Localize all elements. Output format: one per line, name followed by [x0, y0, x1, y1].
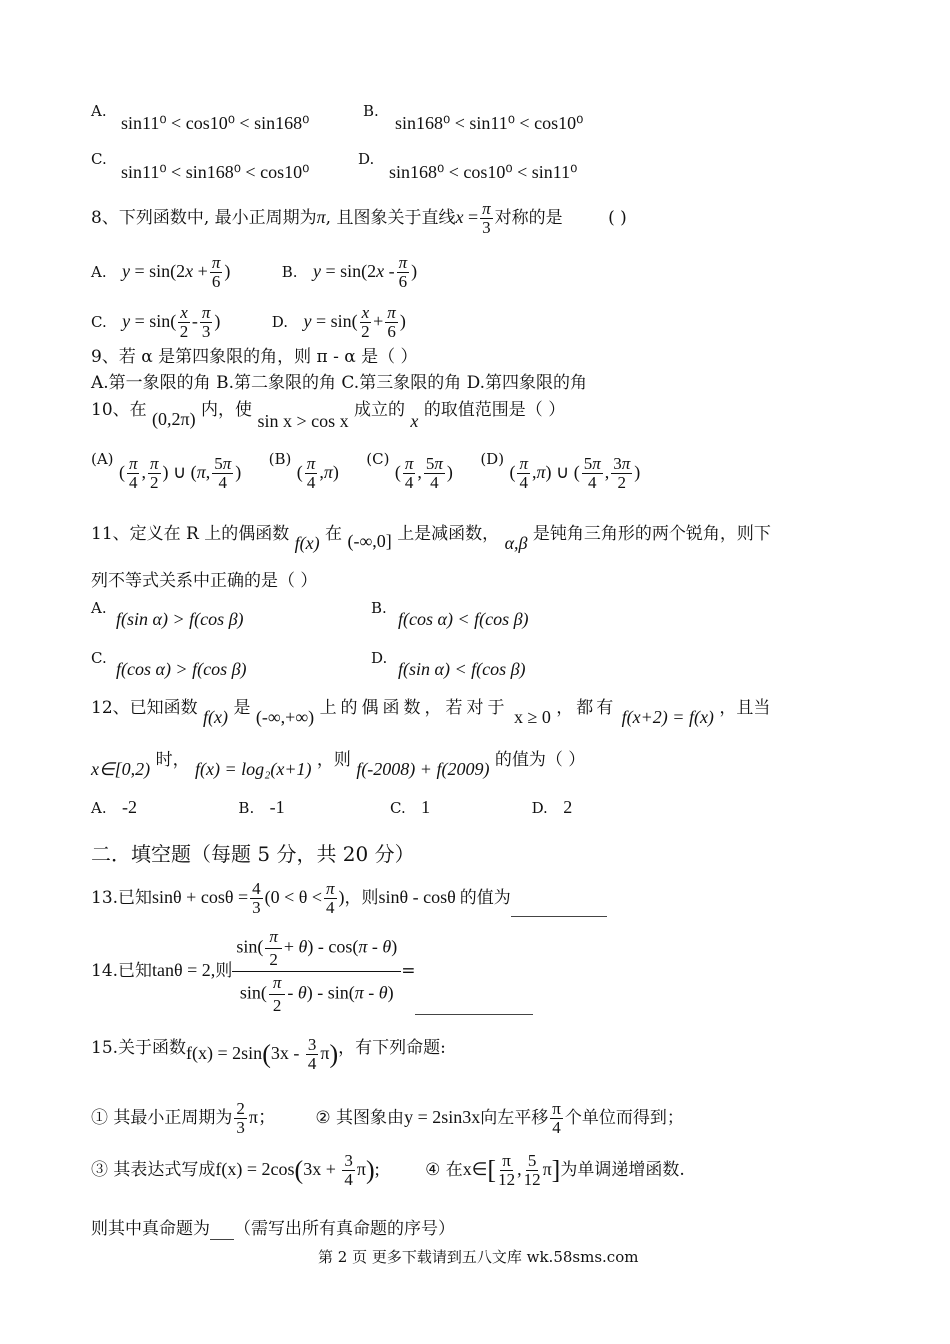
q15-p4-a: ④ 在: [425, 1160, 463, 1180]
q11-stem-c: 上是减函数，: [397, 524, 500, 544]
q12-cond: x ≥ 0: [513, 707, 551, 727]
q10-d-label: (D): [480, 450, 505, 468]
q12-stem-g: ，则: [316, 750, 351, 770]
q11-fx: f(x): [294, 533, 320, 553]
q12-stem-h: 的值为（ ）: [494, 750, 586, 770]
q13-stem-b: ，则: [344, 888, 379, 908]
q15-p1-a: ① 其最小正周期为: [91, 1108, 233, 1128]
q12-c-val: 1: [421, 797, 431, 817]
q12-b-val: -1: [269, 797, 285, 817]
q13-expr-d: sinθ - cosθ: [378, 887, 456, 907]
q12-stem-d: ，都有: [556, 698, 617, 718]
section-2-title: 二．填空题（每题 5 分，共 20 分）: [91, 842, 415, 866]
q10-stem-a: 10、在: [91, 400, 147, 420]
q12-stem-a: 12、已知函数: [91, 698, 198, 718]
q12-stem-b: 是: [233, 698, 251, 718]
q11-stem: [91, 522, 771, 553]
q8-c-label: C.: [91, 313, 107, 331]
q10-stem-b: 内，使: [201, 400, 253, 420]
q12-stem-f: 时，: [155, 750, 190, 770]
q12-stem-2: [91, 748, 586, 779]
q12-interval: (-∞,+∞): [255, 707, 315, 727]
q9-options: A.第一象限的角 B.第二象限的角 C.第三象限的角 D.第四象限的角: [91, 373, 588, 393]
q12-stem-e: ，且当: [719, 698, 771, 718]
q7-b-label: B.: [363, 102, 379, 120]
q12-fx: f(x): [203, 707, 229, 727]
q12-a-label: A.: [91, 799, 107, 817]
q15-p2-c: 个单位而得到；: [564, 1108, 684, 1128]
q8-a-label: A.: [91, 263, 107, 281]
q14-stem-b: 则: [215, 961, 233, 981]
q8-stem-b: , 且图象关于直线: [325, 208, 456, 228]
q14-answer-blank[interactable]: [415, 996, 533, 1015]
q10-a-label: (A): [91, 450, 114, 468]
q8-stem: 8、下列函数中, 最小正周期为π, 且图象关于直线x = $\frac{\pi}{3}$ 对称的是 ( ): [91, 199, 627, 237]
q11-stem-e: 列不等式关系中正确的是（ ）: [91, 571, 318, 591]
q12-b-label: B.: [238, 799, 255, 817]
q11-stem-a: 11、定义在 R 上的偶函数: [91, 524, 290, 544]
q10-interval: (0,2π): [152, 409, 196, 429]
q8-stem-c: 对称的是: [494, 208, 563, 228]
q10-stem: [91, 398, 566, 431]
q13-expr-b: (0 < θ <: [264, 887, 323, 907]
q11-a-label: A.: [91, 599, 107, 617]
q15-stem-a: 15.关于函数: [91, 1038, 187, 1058]
q11-d-expr: f(sin α) < f(cos β): [398, 659, 526, 679]
q10-cond: sin x > cos x: [257, 411, 349, 431]
q15-fdef: f(x) = 2sin: [186, 1043, 263, 1063]
q12-def: f(x) = log₂(x+1): [194, 759, 312, 779]
q8-options-ab: A. y = sin(2x + $\frac{\pi}{6}$ ) B. y = sin(2x - $\frac{\pi}{6}$ ): [91, 253, 418, 291]
q8-frac: $\frac{\pi}{3}$: [482, 199, 491, 237]
q15-p2-b: 向左平移: [480, 1108, 549, 1128]
q8-d-label: D.: [271, 313, 289, 331]
q8-options-cd: C. y = sin( $\frac{x}{2}$ - $\frac{\pi}{3}$ ) D. y = sin( $\frac{x}{2}$ + $\frac{\pi}{6}$ ): [91, 303, 406, 341]
q10-stem-c: 成立的: [354, 400, 405, 420]
q12-a-val: -2: [122, 797, 138, 817]
q13-answer-blank[interactable]: [511, 898, 607, 917]
q10-options: (A) ( $\frac{\pi}{4}$ , $\frac{\pi}{2}$ ) ∪ (π, $\frac{5\pi}{4}$ ) (B) ( $\frac{\pi}{4}$ ,π) (C) ( $\frac{\pi}{4}$ , $\frac{5\pi}{4}$ ) (D) ( $\frac{\pi}{4}$ ,π) ∪ ( $\frac{5\pi}{4}$ , $\frac{3\pi}{2}$ ): [91, 450, 641, 492]
q9-stem: 9、若 α 是第四象限的角，则 π - α 是（ ）: [91, 347, 418, 367]
q11-stem-d: 是钝角三角形的两个锐角，则下: [532, 524, 771, 544]
q7-a-expr: sin11⁰ < cos10⁰ < sin168⁰: [121, 113, 310, 133]
q15-answer-blank[interactable]: [210, 1221, 234, 1240]
q14-expr-a: tanθ = 2,: [152, 960, 216, 980]
q11-angles: α,β: [504, 533, 528, 553]
q7-d-label: D.: [358, 150, 375, 168]
q15-p1-p2: ① 其最小正周期为 $\frac{2}{3}$ π； ② 其图象由y = 2sin3x向左平移 $\frac{\pi}{4}$ 个单位而得到；: [91, 1099, 684, 1137]
q11-c-expr: f(cos α) > f(cos β): [116, 659, 247, 679]
q11-b-expr: f(cos α) < f(cos β): [398, 609, 529, 629]
q7-c-label: C.: [91, 150, 107, 168]
q15-conclusion: [91, 1218, 455, 1240]
q15-stem: 15.关于函数f(x) = 2sin(3x - $\frac{3}{4}$ π)，有下列命题:: [91, 1035, 446, 1073]
q7-c-expr: sin11⁰ < sin168⁰ < cos10⁰: [121, 162, 310, 182]
q8-stem-a: 8、下列函数中, 最小正周期为: [91, 208, 317, 228]
q15-p3-p4: ③ 其表达式写成f(x) = 2cos(3x + $\frac{3}{4}$ π); ④ 在x∈[ $\frac{\pi}{12}$ , $\frac{5}{12}$ π]为单调递增函数.: [91, 1151, 685, 1189]
q15-p2-a: ② 其图象由: [315, 1108, 405, 1128]
q12-stem: [91, 696, 861, 727]
q7-b-expr: sin168⁰ < sin11⁰ < cos10⁰: [395, 113, 584, 133]
q8-paren: ( ): [608, 208, 627, 228]
q11-interval: (-∞,0]: [347, 531, 392, 551]
q15-conclusion-a: 则其中真命题为: [91, 1219, 210, 1239]
q15-stem-b: ，有下列命题:: [338, 1038, 446, 1058]
q7-a-label: A.: [91, 102, 107, 120]
q13-stem-c: 的值为: [459, 888, 511, 908]
q15-conclusion-b: （需写出所有真命题的序号）: [234, 1219, 455, 1239]
q12-target: f(-2008) + f(2009): [356, 759, 490, 779]
q10-c-label: (C): [366, 450, 390, 468]
q12-domain: x∈[0,2): [91, 759, 151, 779]
q8-b-label: B.: [281, 263, 298, 281]
q12-eq: f(x+2) = f(x): [621, 707, 714, 727]
q12-d-val: 2: [563, 797, 573, 817]
q13-expr-c: ): [338, 887, 345, 907]
q14-stem-a: 14.已知: [91, 961, 153, 981]
q14-eq: =: [401, 961, 416, 981]
page-footer: 第 2 页 更多下载请到五八文库 wk.58sms.com: [318, 1248, 639, 1266]
q15-p3-expr: f(x) = 2cos: [215, 1159, 295, 1179]
q15-p2-expr: y = 2sin3x: [404, 1107, 481, 1127]
q15-p1-b: π；: [248, 1107, 276, 1127]
q10-b-label: (B): [268, 450, 292, 468]
q13-stem: 13.已知sinθ + cosθ = $\frac{4}{3}$ (0 < θ < $\frac{\pi}{4}$ )，则sinθ - cosθ 的值为: [91, 880, 607, 917]
q11-d-label: D.: [371, 649, 388, 667]
q11-a-expr: f(sin α) > f(cos β): [116, 609, 244, 629]
q10-stem-d: 的取值范围是（ ）: [423, 400, 566, 420]
q11-c-label: C.: [91, 649, 107, 667]
q11-b-label: B.: [371, 599, 387, 617]
q13-stem-a: 13.已知: [91, 888, 153, 908]
q15-p3-b: ;: [374, 1159, 380, 1179]
q15-p4-b: 为单调递增函数.: [560, 1160, 685, 1180]
q12-c-label: C.: [390, 799, 406, 817]
q11-stem-b: 在: [325, 524, 343, 544]
q12-d-label: D.: [531, 799, 548, 817]
q10-var: x: [410, 411, 419, 431]
q7-d-expr: sin168⁰ < cos10⁰ < sin11⁰: [389, 162, 578, 182]
q15-p3-a: ③ 其表达式写成: [91, 1160, 216, 1180]
q13-expr-a: sinθ + cosθ =: [152, 887, 249, 907]
q14-stem: [91, 928, 533, 1015]
q12-stem-c: 上的偶函数，若对于: [319, 698, 509, 718]
q14-fraction: sin( $\frac{\pi}{2}$ + θ) - cos(π - θ) sin( $\frac{\pi}{2}$ - θ) - sin(π - θ): [232, 928, 401, 1015]
q15-p4-expr: x∈: [462, 1159, 488, 1179]
q12-options: [91, 796, 572, 819]
